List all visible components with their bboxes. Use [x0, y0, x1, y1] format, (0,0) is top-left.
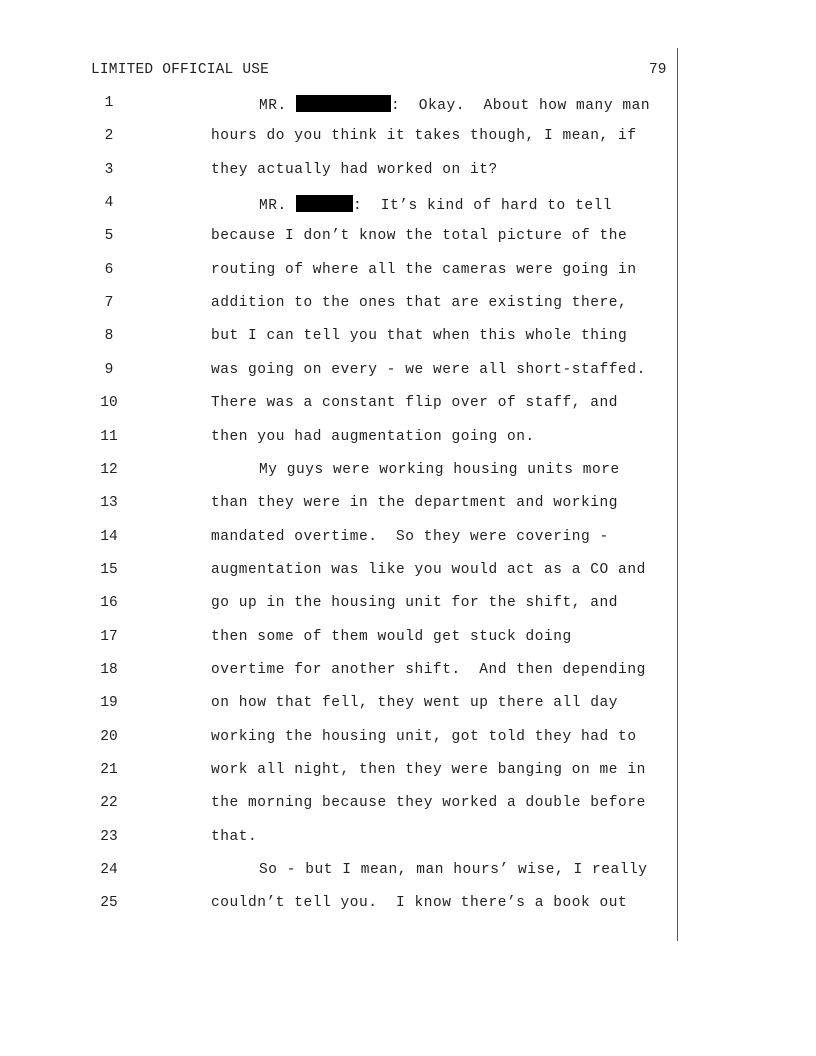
- line-text: the morning because they worked a double before: [211, 795, 646, 811]
- line-number: 2: [104, 128, 114, 144]
- line-number: 12: [100, 462, 118, 478]
- line-number: 6: [104, 262, 114, 278]
- line-text: was going on every - we were all short-staffed.: [211, 362, 646, 378]
- speaker-text: : It’s kind of hard to tell: [353, 198, 613, 214]
- transcript-line: [211, 662, 646, 678]
- transcript-line: [211, 295, 627, 311]
- line-text: working the housing unit, got told they had to: [211, 729, 637, 745]
- transcript-line: [211, 829, 257, 845]
- right-margin-rule: [677, 48, 678, 941]
- line-text: go up in the housing unit for the shift, and: [211, 595, 619, 611]
- line-number: 13: [100, 495, 118, 511]
- page-number: 79: [649, 62, 667, 78]
- line-number: 1: [104, 95, 114, 111]
- speaker-prefix: MR.: [259, 98, 287, 114]
- page-header-classification: LIMITED OFFICIAL USE: [91, 62, 270, 78]
- line-number: 9: [104, 362, 114, 378]
- transcript-line: [211, 228, 627, 244]
- line-number: 8: [104, 328, 114, 344]
- line-number: 7: [104, 295, 114, 311]
- line-number: 10: [100, 395, 118, 411]
- transcript-line: [211, 862, 648, 878]
- transcript-line: [211, 762, 646, 778]
- line-number: 14: [100, 529, 118, 545]
- line-text: couldn’t tell you. I know there’s a book out: [211, 895, 628, 911]
- transcript-line: [211, 429, 535, 445]
- line-number: 19: [100, 695, 118, 711]
- line-text: then you had augmentation going on.: [211, 429, 535, 445]
- transcript-line: [211, 629, 572, 645]
- line-number: 17: [100, 629, 118, 645]
- transcript-line: [211, 495, 618, 511]
- line-number: 4: [104, 195, 114, 211]
- line-text: So - but I mean, man hours’ wise, I really: [259, 862, 648, 878]
- line-text: There was a constant flip over of staff, and: [211, 395, 619, 411]
- line-text: addition to the ones that are existing there,: [211, 295, 628, 311]
- line-number: 16: [100, 595, 118, 611]
- speaker-prefix: MR.: [259, 198, 287, 214]
- line-text: then some of them would get stuck doing: [211, 629, 572, 645]
- transcript-line: [211, 595, 618, 611]
- line-text: because I don’t know the total picture of the: [211, 228, 628, 244]
- transcript-line: [211, 795, 646, 811]
- transcript-line: [211, 95, 650, 114]
- line-text: overtime for another shift. And then depending: [211, 662, 646, 678]
- line-text: hours do you think it takes though, I mean, if: [211, 128, 637, 144]
- transcript-line: [211, 395, 618, 411]
- transcript-line: [211, 729, 637, 745]
- line-text: but I can tell you that when this whole thing: [211, 328, 628, 344]
- line-number: 18: [100, 662, 118, 678]
- transcript-line: [211, 562, 646, 578]
- line-number: 11: [100, 429, 118, 445]
- transcript-line: [211, 462, 620, 478]
- transcript-line: [211, 695, 618, 711]
- transcript-line: [211, 128, 637, 144]
- line-text: they actually had worked on it?: [211, 162, 498, 178]
- line-text: augmentation was like you would act as a CO and: [211, 562, 646, 578]
- line-text: routing of where all the cameras were going in: [211, 262, 637, 278]
- transcript-line: [211, 262, 637, 278]
- line-number: 23: [100, 829, 118, 845]
- transcript-line: [211, 195, 612, 214]
- line-text: My guys were working housing units more: [259, 462, 620, 478]
- line-number: 25: [100, 895, 118, 911]
- redaction-box: [296, 95, 391, 112]
- redaction-box: [296, 195, 353, 212]
- line-text: mandated overtime. So they were covering -: [211, 529, 609, 545]
- line-number: 3: [104, 162, 114, 178]
- line-number: 15: [100, 562, 118, 578]
- transcript-line: [211, 895, 627, 911]
- line-number: 21: [100, 762, 118, 778]
- line-number: 22: [100, 795, 118, 811]
- line-number: 24: [100, 862, 118, 878]
- line-number: 5: [104, 228, 114, 244]
- speaker-text: : Okay. About how many man: [391, 98, 651, 114]
- line-text: that.: [211, 829, 258, 845]
- transcript-line: [211, 162, 498, 178]
- line-number: 20: [100, 729, 118, 745]
- transcript-line: [211, 529, 609, 545]
- line-text: work all night, then they were banging on me in: [211, 762, 646, 778]
- line-text: than they were in the department and working: [211, 495, 619, 511]
- line-text: on how that fell, they went up there all day: [211, 695, 619, 711]
- transcript-line: [211, 362, 646, 378]
- transcript-line: [211, 328, 627, 344]
